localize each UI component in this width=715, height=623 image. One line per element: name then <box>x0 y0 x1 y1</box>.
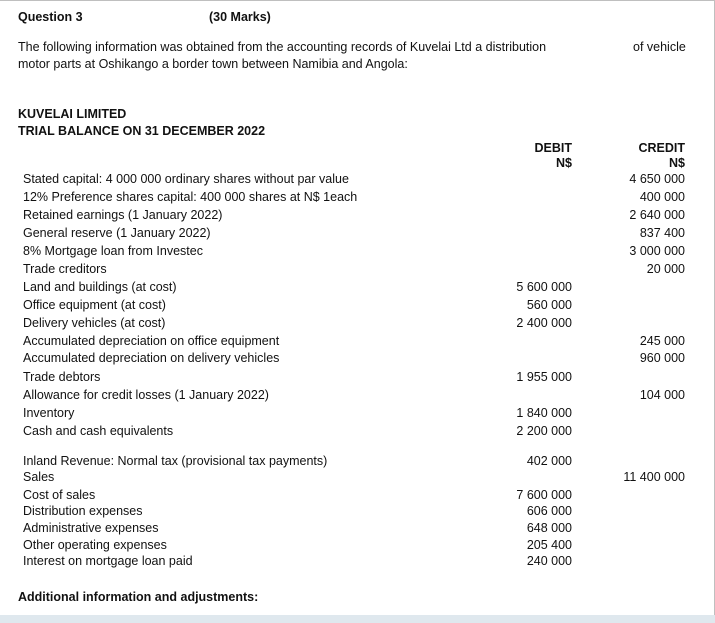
intro-line-1-tail: of vehicle <box>633 40 686 54</box>
table-row <box>23 225 693 242</box>
table-row <box>23 503 693 520</box>
table-row <box>23 315 693 332</box>
row-label: General reserve (1 January 2022) <box>23 226 211 240</box>
row-label: Inland Revenue: Normal tax (provisional tax payments) <box>23 454 328 468</box>
table-row <box>23 405 693 422</box>
row-label: Land and buildings (at cost) <box>23 280 177 294</box>
row-debit: 5 600 000 <box>516 280 572 294</box>
row-label: Allowance for credit losses (1 January 2022) <box>23 388 269 402</box>
table-row <box>23 537 693 554</box>
row-label: 8% Mortgage loan from Investec <box>23 244 203 258</box>
row-label: Other operating expenses <box>23 538 167 552</box>
row-label: Stated capital: 4 000 000 ordinary shares without par value <box>23 172 349 186</box>
row-credit: 400 000 <box>639 190 685 204</box>
row-label: Distribution expenses <box>23 504 143 518</box>
question-title: Question 3 <box>18 10 83 24</box>
credit-column-label: CREDIT <box>638 141 685 155</box>
row-debit: 240 000 <box>526 554 572 568</box>
table-row <box>23 520 693 537</box>
row-label: Cash and cash equivalents <box>23 424 174 438</box>
table-row <box>23 261 693 278</box>
trial-balance-heading: TRIAL BALANCE ON 31 DECEMBER 2022 <box>18 124 266 138</box>
table-row <box>23 387 693 404</box>
row-credit: 20 000 <box>646 262 685 276</box>
row-debit: 2 400 000 <box>516 316 572 330</box>
table-row <box>23 350 693 367</box>
credit-column-currency: N$ <box>669 156 685 170</box>
debit-column-currency: N$ <box>556 156 572 170</box>
row-label: Inventory <box>23 406 75 420</box>
row-label: Accumulated depreciation on delivery vehicles <box>23 351 280 365</box>
row-debit: 2 200 000 <box>516 424 572 438</box>
table-row <box>23 369 693 386</box>
row-label: Sales <box>23 470 55 484</box>
row-debit: 1 955 000 <box>516 370 572 384</box>
table-row <box>23 469 693 486</box>
row-debit: 606 000 <box>526 504 572 518</box>
row-debit: 7 600 000 <box>516 488 572 502</box>
row-label: Office equipment (at cost) <box>23 298 166 312</box>
table-row <box>23 487 693 504</box>
company-name: KUVELAI LIMITED <box>18 107 127 121</box>
row-credit: 245 000 <box>639 334 685 348</box>
row-debit: 1 840 000 <box>516 406 572 420</box>
row-label: Trade debtors <box>23 370 101 384</box>
row-debit: 402 000 <box>526 454 572 468</box>
row-credit: 4 650 000 <box>629 172 685 186</box>
table-row <box>23 553 693 570</box>
table-row <box>23 171 693 188</box>
row-debit: 205 400 <box>526 538 572 552</box>
intro-line-2: motor parts at Oshikango a border town between Namibia and Angola: <box>18 57 408 71</box>
row-debit: 560 000 <box>526 298 572 312</box>
table-row <box>23 207 693 224</box>
row-label: 12% Preference shares capital: 400 000 shares at N$ 1each <box>23 190 358 204</box>
row-credit: 3 000 000 <box>629 244 685 258</box>
row-label: Interest on mortgage loan paid <box>23 554 193 568</box>
table-row <box>23 333 693 350</box>
table-row <box>23 189 693 206</box>
row-label: Cost of sales <box>23 488 96 502</box>
additional-info-heading: Additional information and adjustments: <box>18 590 259 604</box>
table-row <box>23 453 693 470</box>
row-label: Administrative expenses <box>23 521 159 535</box>
table-row <box>23 279 693 296</box>
row-label: Trade creditors <box>23 262 107 276</box>
row-credit: 960 000 <box>639 351 685 365</box>
row-credit: 11 400 000 <box>623 470 685 484</box>
row-label: Delivery vehicles (at cost) <box>23 316 166 330</box>
row-label: Accumulated depreciation on office equipment <box>23 334 280 348</box>
table-row <box>23 423 693 440</box>
debit-column-label: DEBIT <box>534 141 572 155</box>
row-credit: 104 000 <box>639 388 685 402</box>
page-top-border <box>0 0 715 1</box>
row-label: Retained earnings (1 January 2022) <box>23 208 223 222</box>
row-credit: 2 640 000 <box>629 208 685 222</box>
table-row <box>23 243 693 260</box>
question-marks: (30 Marks) <box>209 10 271 24</box>
row-debit: 648 000 <box>526 521 572 535</box>
page-bottom-strip <box>0 615 715 623</box>
table-row <box>23 297 693 314</box>
intro-line-1: The following information was obtained from the accounting records of Kuvelai Ltd a distribution <box>18 40 547 54</box>
row-credit: 837 400 <box>639 226 685 240</box>
